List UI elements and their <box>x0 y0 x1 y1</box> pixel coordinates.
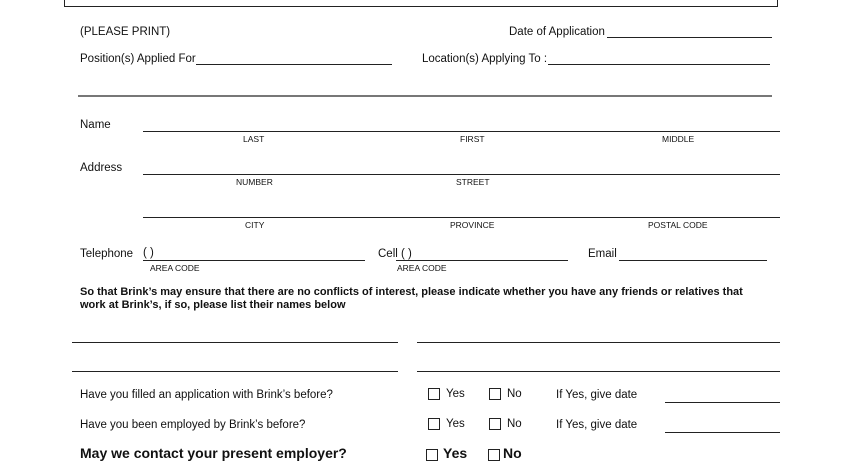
question-contact-employer: May we contact your present employer? <box>80 445 347 461</box>
employed-before-no-label: No <box>507 418 522 430</box>
positions-applied-for-field[interactable] <box>196 50 392 65</box>
employed-before-date-field[interactable] <box>665 418 780 433</box>
relative-name-field-1[interactable] <box>72 328 398 343</box>
filled-application-date-field[interactable] <box>665 388 780 403</box>
positions-applied-for-label: Position(s) Applied For <box>80 53 196 65</box>
postal-code-caption: POSTAL CODE <box>648 220 708 230</box>
relative-name-field-4[interactable] <box>417 357 780 372</box>
filled-application-if-yes-label: If Yes, give date <box>556 389 638 401</box>
name-label: Name <box>80 119 111 131</box>
locations-applying-to-field[interactable] <box>548 50 770 65</box>
address-line2-field[interactable] <box>143 203 780 218</box>
conflict-text-line2: work at Brink’s, if so, please list their names below <box>80 299 346 311</box>
first-caption: FIRST <box>460 134 485 144</box>
filled-application-yes-label: Yes <box>446 388 465 400</box>
cell-field[interactable] <box>396 246 568 261</box>
date-of-application-label: Date of Application <box>509 26 605 38</box>
contact-employer-yes-label: Yes <box>443 445 468 461</box>
question-filled-application: Have you filled an application with Brink’s before? <box>80 389 333 401</box>
filled-application-yes-checkbox[interactable] <box>428 388 440 400</box>
address-line1-field[interactable] <box>143 160 780 175</box>
email-field[interactable] <box>619 246 767 261</box>
filled-application-no-checkbox[interactable] <box>489 388 501 400</box>
telephone-field[interactable] <box>143 246 365 261</box>
last-caption: LAST <box>243 134 265 144</box>
relative-name-field-3[interactable] <box>72 357 398 372</box>
employed-before-if-yes-label: If Yes, give date <box>556 419 638 431</box>
province-caption: PROVINCE <box>450 220 495 230</box>
relative-name-field-2[interactable] <box>417 328 780 343</box>
middle-caption: MIDDLE <box>662 134 695 144</box>
top-box <box>64 0 778 7</box>
telephone-area-code-caption: AREA CODE <box>150 263 200 273</box>
conflict-text-line1: So that Brink’s may ensure that there are no conflicts of interest, please indicate whether you have any friends or relatives that <box>80 286 743 298</box>
employed-before-yes-label: Yes <box>446 418 465 430</box>
employed-before-no-checkbox[interactable] <box>489 418 501 430</box>
email-label: Email <box>588 248 617 260</box>
contact-employer-no-label: No <box>503 445 522 461</box>
employed-before-yes-checkbox[interactable] <box>428 418 440 430</box>
contact-employer-yes-checkbox[interactable] <box>426 449 438 461</box>
telephone-label: Telephone <box>80 248 134 260</box>
contact-employer-no-checkbox[interactable] <box>488 449 500 461</box>
name-field[interactable] <box>143 117 780 132</box>
please-print-label: (PLEASE PRINT) <box>80 26 171 38</box>
cell-label: Cell ( ) <box>378 248 412 260</box>
section-divider <box>78 95 772 97</box>
locations-applying-to-label: Location(s) Applying To : <box>422 53 548 65</box>
filled-application-no-label: No <box>507 388 522 400</box>
street-caption: STREET <box>456 177 490 187</box>
address-label: Address <box>80 162 123 174</box>
date-of-application-field[interactable] <box>607 23 772 38</box>
telephone-area-paren: ( ) <box>143 247 154 259</box>
question-employed-before: Have you been employed by Brink’s before? <box>80 419 306 431</box>
number-caption: NUMBER <box>236 177 273 187</box>
city-caption: CITY <box>245 220 265 230</box>
cell-area-code-caption: AREA CODE <box>397 263 447 273</box>
